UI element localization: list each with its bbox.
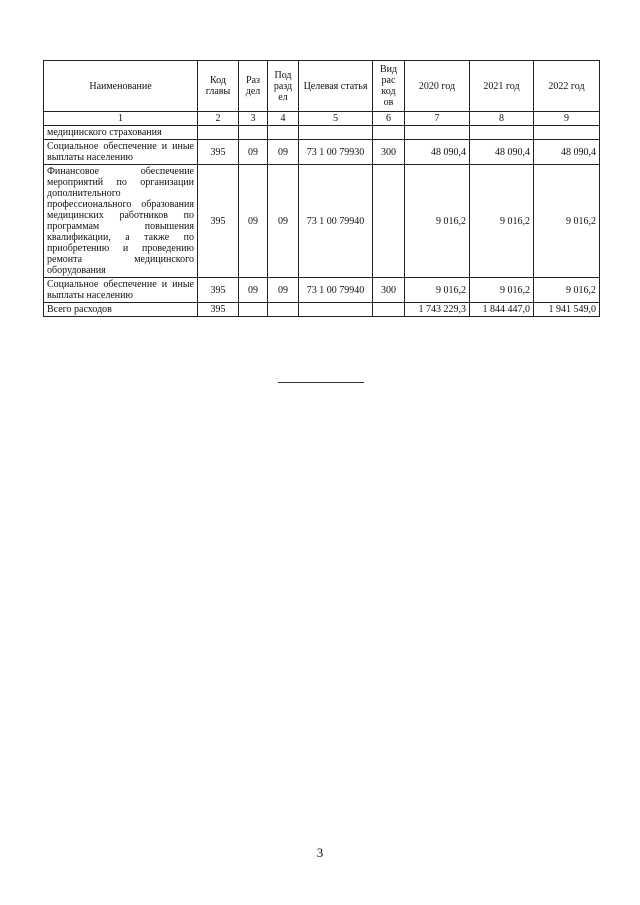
row-code: 395 <box>198 303 239 317</box>
header-2020: 2020 год <box>405 61 470 112</box>
column-number: 6 <box>373 112 405 126</box>
header-name: Наименование <box>44 61 198 112</box>
row-code: 395 <box>198 278 239 303</box>
separator-line <box>278 382 364 383</box>
row-section <box>239 303 268 317</box>
column-number: 1 <box>44 112 198 126</box>
row-name: Социальное обеспечение и иные выплаты населению <box>44 140 198 165</box>
total-row <box>44 303 600 317</box>
column-number: 2 <box>198 112 239 126</box>
header-2021: 2021 год <box>470 61 534 112</box>
total-2022: 1 941 549,0 <box>534 303 600 317</box>
row-2022: 48 090,4 <box>534 140 600 165</box>
column-number: 7 <box>405 112 470 126</box>
row-section <box>239 126 268 140</box>
row-2020: 9 016,2 <box>405 165 470 278</box>
total-2021: 1 844 447,0 <box>470 303 534 317</box>
row-section: 09 <box>239 165 268 278</box>
table-row <box>44 278 600 303</box>
row-section: 09 <box>239 140 268 165</box>
row-subsection: 09 <box>268 165 299 278</box>
table-row <box>44 126 600 140</box>
row-subsection: 09 <box>268 140 299 165</box>
row-kind <box>373 126 405 140</box>
column-number: 9 <box>534 112 600 126</box>
header-code: Код главы <box>198 61 239 112</box>
row-target: 73 1 00 79940 <box>299 165 373 278</box>
row-section: 09 <box>239 278 268 303</box>
row-subsection <box>268 303 299 317</box>
header-section: Раз дел <box>239 61 268 112</box>
column-number: 8 <box>470 112 534 126</box>
row-name: Социальное обеспечение и иные выплаты населению <box>44 278 198 303</box>
row-code <box>198 126 239 140</box>
header-2022: 2022 год <box>534 61 600 112</box>
row-2021: 48 090,4 <box>470 140 534 165</box>
header-kind: Вид рас код ов <box>373 61 405 112</box>
row-2022: 9 016,2 <box>534 165 600 278</box>
header-subsection: Под разд ел <box>268 61 299 112</box>
table-row <box>44 165 600 278</box>
row-target <box>299 303 373 317</box>
row-subsection: 09 <box>268 278 299 303</box>
row-2020: 48 090,4 <box>405 140 470 165</box>
budget-table <box>43 60 600 317</box>
header-row <box>44 61 600 112</box>
row-target: 73 1 00 79940 <box>299 278 373 303</box>
column-number: 3 <box>239 112 268 126</box>
column-number: 5 <box>299 112 373 126</box>
row-kind <box>373 303 405 317</box>
row-subsection <box>268 126 299 140</box>
row-name: Финансовое обеспечение мероприятий по организации дополнительного профессионального образования медицинских работников по программам повышения квалификации, а также по приобретению и проведению ремонта медицинского оборудования <box>44 165 198 278</box>
row-2020: 9 016,2 <box>405 278 470 303</box>
total-2020: 1 743 229,3 <box>405 303 470 317</box>
row-kind <box>373 165 405 278</box>
row-2021: 9 016,2 <box>470 278 534 303</box>
row-code: 395 <box>198 165 239 278</box>
row-name: медицинского страхования <box>44 126 198 140</box>
row-2021: 9 016,2 <box>470 165 534 278</box>
column-number-row <box>44 112 600 126</box>
row-target: 73 1 00 79930 <box>299 140 373 165</box>
row-2021 <box>470 126 534 140</box>
row-kind: 300 <box>373 140 405 165</box>
page-number: 3 <box>316 845 324 860</box>
row-kind: 300 <box>373 278 405 303</box>
row-target <box>299 126 373 140</box>
row-code: 395 <box>198 140 239 165</box>
header-target: Целевая статья <box>299 61 373 112</box>
total-label: Всего расходов <box>44 303 198 317</box>
row-2022 <box>534 126 600 140</box>
row-2022: 9 016,2 <box>534 278 600 303</box>
table-row <box>44 140 600 165</box>
column-number: 4 <box>268 112 299 126</box>
row-2020 <box>405 126 470 140</box>
